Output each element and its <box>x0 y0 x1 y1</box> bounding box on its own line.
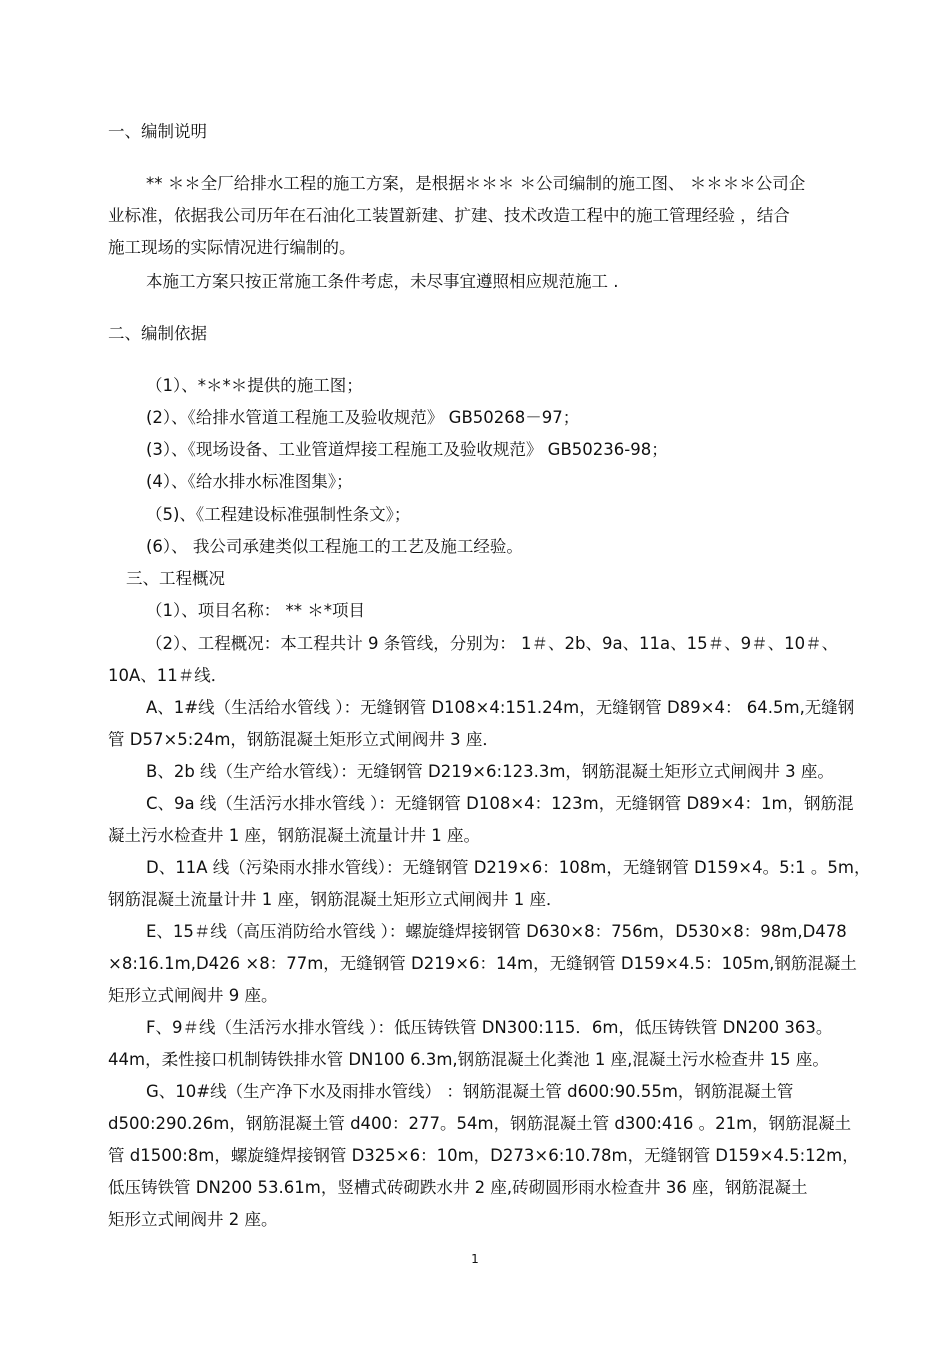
section-heading-2: 二、编制依据 <box>108 324 207 343</box>
overview-line: E、15＃线（高压消防给水管线 ）：螺旋缝焊接钢管 D630×8：756m，D530×8：98m,D478 <box>146 922 847 941</box>
overview-line: 管 d1500:8m，螺旋缝焊接钢管 D325×6：10m，D273×6:10.78m，无缝钢管 D159×4.5:12m， <box>108 1146 859 1165</box>
overview-line: B、2b 线（生产给水管线）：无缝钢管 D219×6:123.3m，钢筋混凝土矩形立式闸阀井 3 座。 <box>146 762 834 781</box>
overview-line: （2）、工程概况：本工程共计 9 条管线，分别为： 1＃、2b、9a、11a、15＃、9＃、10＃、 <box>146 634 839 653</box>
overview-line: （1）、项目名称： ** ＊*项目 <box>146 601 365 620</box>
overview-line: G、10#线（生产净下水及雨排水管线） ：钢筋混凝土管 d600:90.55m，钢筋混凝土管 <box>146 1082 794 1101</box>
intro-line: ** ＊＊全厂给排水工程的施工方案，是根据＊＊＊ ＊公司编制的施工图、 ＊＊＊＊公司企 <box>146 174 806 193</box>
overview-line: A、1#线（生活给水管线 ）：无缝钢管 D108×4:151.24m，无缝钢管 D89×4： 64.5m,无缝钢 <box>146 698 855 717</box>
section-heading-1: 一、编制说明 <box>108 122 207 141</box>
overview-line: C、9a 线（生活污水排水管线 ）：无缝钢管 D108×4：123m，无缝钢管 D89×4：1m，钢筋混 <box>146 794 854 813</box>
overview-line: 凝土污水检查井 1 座，钢筋混凝土流量计井 1 座。 <box>108 826 480 845</box>
overview-line: 10A、11＃线． <box>108 666 228 685</box>
intro-line: 业标准，依据我公司历年在石油化工装置新建、扩建、技术改造工程中的施工管理经验 ，结合 <box>108 206 790 225</box>
basis-item: （1）、*＊*＊提供的施工图； <box>146 376 363 395</box>
basis-item: (2）、《给排水管道工程施工及验收规范》 GB50268－97； <box>146 408 580 427</box>
overview-line: 管 D57×5:24m，钢筋混凝土矩形立式闸阀井 3 座． <box>108 730 499 749</box>
overview-line: d500:290.26m，钢筋混凝土管 d400：277。54m，钢筋混凝土管 d300:416 。21m，钢筋混凝土 <box>108 1114 852 1133</box>
overview-line: F、9＃线（生活污水排水管线 ）：低压铸铁管 DN300:115．6m，低压铸铁管 DN200 363。 <box>146 1018 833 1037</box>
page-number: 1 <box>471 1252 479 1266</box>
intro-line: 施工现场的实际情况进行编制的。 <box>108 238 356 257</box>
overview-line: 44m，柔性接口机制铸铁排水管 DN100 6.3m,钢筋混凝土化粪池 1 座,混凝土污水检查井 15 座。 <box>108 1050 829 1069</box>
overview-line: 低压铸铁管 DN200 53.61m，竖槽式砖砌跌水井 2 座,砖砌圆形雨水检查井 36 座，钢筋混凝土 <box>108 1178 808 1197</box>
basis-item: (6）、 我公司承建类似工程施工的工艺及施工经验。 <box>146 537 523 556</box>
section-heading-3: 三、工程概况 <box>126 569 225 588</box>
basis-item: (4）、《给水排水标准图集》； <box>146 472 353 491</box>
overview-line: D、11A 线（污染雨水排水管线）：无缝钢管 D219×6：108m，无缝钢管 D159×4。5:1 。5m， <box>146 858 871 877</box>
overview-line: ×8:16.1m,D426 ×8：77m，无缝钢管 D219×6：14m，无缝钢管 D159×4.5：105m,钢筋混凝土 <box>108 954 857 973</box>
overview-line: 钢筋混凝土流量计井 1 座，钢筋混凝土矩形立式闸阀井 1 座． <box>108 890 563 909</box>
basis-item: (3）、《现场设备、工业管道焊接工程施工及验收规范》 GB50236-98； <box>146 440 668 459</box>
basis-item: （5)、《工程建设标准强制性条文》； <box>146 505 411 524</box>
intro-line: 本施工方案只按正常施工条件考虑，未尽事宜遵照相应规范施工 . <box>146 272 619 291</box>
overview-line: 矩形立式闸阀井 9 座。 <box>108 986 278 1005</box>
overview-line: 矩形立式闸阀井 2 座。 <box>108 1210 278 1229</box>
